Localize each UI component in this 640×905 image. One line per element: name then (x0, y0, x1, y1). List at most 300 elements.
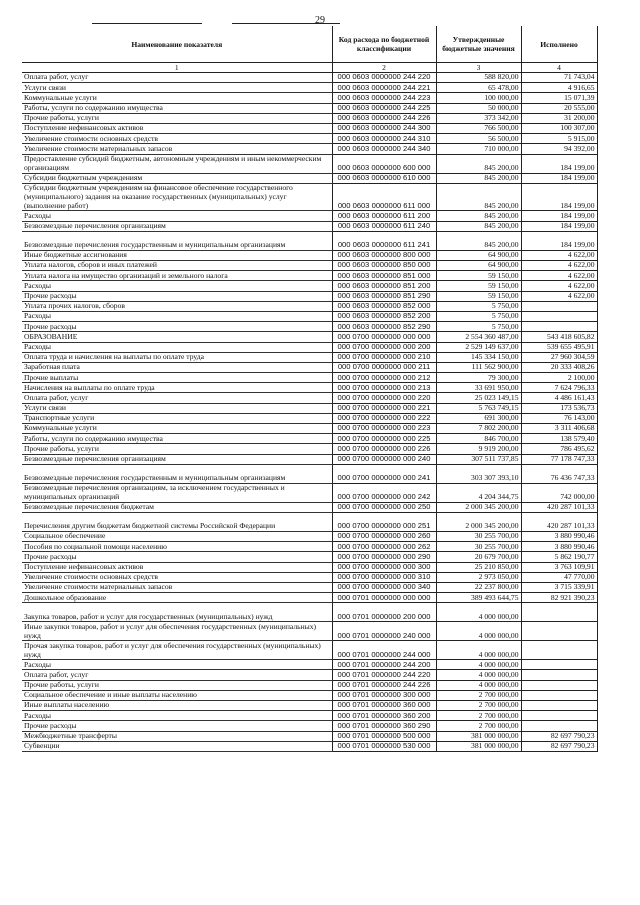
table-row (22, 701, 597, 711)
row-name-cell: Услуги связи (22, 403, 332, 413)
row-code-cell: 000 0700 0000000 000 222 (332, 413, 436, 423)
table-row (22, 721, 597, 731)
col-header-name: Наименование показателя (22, 26, 332, 63)
row-approved-value: 50 000,00 (436, 103, 521, 113)
row-executed-value: 15 071,39 (521, 93, 597, 103)
row-approved-value: 30 255 700,00 (436, 542, 521, 552)
row-approved-value: 111 562 900,00 (436, 362, 521, 372)
table-row (22, 221, 597, 231)
row-code-cell: 000 0700 0000000 000 200 (332, 342, 436, 352)
row-executed-value: 184 199,00 (521, 183, 597, 211)
row-code-cell: 000 0700 0000000 000 210 (332, 352, 436, 362)
row-approved-value: 845 200,00 (436, 183, 521, 211)
row-code-cell: 000 0701 0000000 244 000 (332, 641, 436, 660)
row-approved-value: 381 000 000,00 (436, 741, 521, 751)
table-row (22, 464, 597, 483)
page-number: 29 (315, 15, 325, 26)
row-name-cell: Коммунальные услуги (22, 93, 332, 103)
row-executed-value: 2 100,00 (521, 373, 597, 383)
row-name-cell: Социальное обеспечение и иные выплаты населению (22, 690, 332, 700)
row-executed-value: 4 622,00 (521, 281, 597, 291)
table-row (22, 562, 597, 572)
row-code-cell: 000 0700 0000000 000 290 (332, 552, 436, 562)
row-name-cell: Закупка товаров, работ и услуг для государственных (муниципальных) нужд (22, 603, 332, 622)
row-name-cell: Межбюджетные трансферты (22, 731, 332, 741)
row-code-cell: 000 0701 0000000 500 000 (332, 731, 436, 741)
table-row (22, 690, 597, 700)
row-code-cell: 000 0603 0000000 611 200 (332, 211, 436, 221)
row-code-cell: 000 0603 0000000 244 223 (332, 93, 436, 103)
row-name-cell: Иные бюджетные ассигнования (22, 250, 332, 260)
row-name-cell: Прочая закупка товаров, работ и услуг для обеспечения государственных (муниципальных) нужд (22, 641, 332, 660)
column-number-row (22, 63, 597, 73)
row-name-cell: Уплата налога на имущество организаций и земельного налога (22, 271, 332, 281)
row-name-cell: Начисления на выплаты по оплате труда (22, 383, 332, 393)
table-row (22, 154, 597, 173)
row-executed-value: 4 622,00 (521, 291, 597, 301)
row-executed-value (521, 660, 597, 670)
table-row (22, 454, 597, 464)
row-approved-value: 373 342,00 (436, 113, 521, 123)
row-approved-value: 5 750,00 (436, 322, 521, 332)
row-name-cell: Работы, услуги по содержанию имущества (22, 434, 332, 444)
row-executed-value: 4 622,00 (521, 271, 597, 281)
row-executed-value: 76 143,00 (521, 413, 597, 423)
table-row (22, 183, 597, 211)
table-row (22, 250, 597, 260)
row-name-cell: Прочие расходы (22, 291, 332, 301)
table-row (22, 134, 597, 144)
expenditure-table (22, 26, 598, 752)
row-executed-value: 184 199,00 (521, 173, 597, 183)
row-executed-value: 420 287 101,33 (521, 502, 597, 512)
row-code-cell: 000 0603 0000000 611 000 (332, 183, 436, 211)
row-executed-value: 4 486 161,43 (521, 393, 597, 403)
table-row (22, 593, 597, 603)
table-row (22, 393, 597, 403)
row-code-cell: 000 0701 0000000 200 000 (332, 603, 436, 622)
table-row (22, 311, 597, 321)
row-name-cell: ОБРАЗОВАНИЕ (22, 332, 332, 342)
row-code-cell: 000 0700 0000000 000 212 (332, 373, 436, 383)
table-row (22, 113, 597, 123)
table-row (22, 582, 597, 592)
row-executed-value: 82 697 790,23 (521, 741, 597, 751)
row-approved-value: 2 554 360 487,00 (436, 332, 521, 342)
row-approved-value: 588 820,00 (436, 73, 521, 83)
row-name-cell: Оплата труда и начисления на выплаты по оплате труда (22, 352, 332, 362)
row-code-cell: 000 0701 0000000 360 200 (332, 711, 436, 721)
table-row (22, 434, 597, 444)
row-approved-value: 307 511 737,85 (436, 454, 521, 464)
row-executed-value (521, 680, 597, 690)
row-code-cell: 000 0700 0000000 000 240 (332, 454, 436, 464)
row-approved-value: 145 334 150,00 (436, 352, 521, 362)
row-code-cell: 000 0603 0000000 244 340 (332, 144, 436, 154)
row-executed-value: 20 333 408,26 (521, 362, 597, 372)
row-code-cell: 000 0603 0000000 611 241 (332, 231, 436, 250)
row-name-cell: Оплата работ, услуг (22, 73, 332, 83)
row-approved-value: 389 493 644,75 (436, 593, 521, 603)
row-code-cell: 000 0603 0000000 800 000 (332, 250, 436, 260)
row-code-cell: 000 0700 0000000 000 340 (332, 582, 436, 592)
table-row (22, 403, 597, 413)
table-row (22, 373, 597, 383)
row-approved-value: 303 307 393,10 (436, 464, 521, 483)
row-code-cell: 000 0700 0000000 000 251 (332, 512, 436, 531)
row-approved-value: 4 000 000,00 (436, 603, 521, 622)
table-body (22, 73, 597, 752)
row-code-cell: 000 0701 0000000 530 000 (332, 741, 436, 751)
table-row (22, 301, 597, 311)
row-approved-value: 64 900,00 (436, 250, 521, 260)
table-row (22, 322, 597, 332)
table-row (22, 123, 597, 133)
row-name-cell: Прочие работы, услуги (22, 680, 332, 690)
row-code-cell: 000 0603 0000000 244 225 (332, 103, 436, 113)
row-executed-value: 742 000,00 (521, 483, 597, 502)
row-executed-value (521, 622, 597, 641)
row-executed-value: 539 655 495,91 (521, 342, 597, 352)
row-approved-value: 2 700 000,00 (436, 690, 521, 700)
row-executed-value: 82 921 390,23 (521, 593, 597, 603)
row-executed-value: 4 622,00 (521, 261, 597, 271)
row-approved-value: 9 919 200,00 (436, 444, 521, 454)
row-executed-value: 3 715 339,91 (521, 582, 597, 592)
row-code-cell: 000 0603 0000000 244 310 (332, 134, 436, 144)
table-row (22, 211, 597, 221)
table-row (22, 424, 597, 434)
row-code-cell: 000 0700 0000000 000 242 (332, 483, 436, 502)
row-approved-value: 691 300,00 (436, 413, 521, 423)
row-executed-value: 3 763 109,91 (521, 562, 597, 572)
table-row (22, 231, 597, 250)
row-code-cell: 000 0603 0000000 244 221 (332, 83, 436, 93)
row-code-cell: 000 0603 0000000 244 220 (332, 73, 436, 83)
table-row (22, 731, 597, 741)
row-approved-value: 79 300,00 (436, 373, 521, 383)
row-code-cell: 000 0700 0000000 000 213 (332, 383, 436, 393)
header-rule-right (232, 23, 340, 24)
row-name-cell: Прочие расходы (22, 322, 332, 332)
row-name-cell: Прочие выплаты (22, 373, 332, 383)
row-approved-value: 766 500,00 (436, 123, 521, 133)
row-approved-value: 25 210 850,00 (436, 562, 521, 572)
row-code-cell: 000 0700 0000000 000 300 (332, 562, 436, 572)
row-code-cell: 000 0603 0000000 852 000 (332, 301, 436, 311)
row-executed-value: 173 536,73 (521, 403, 597, 413)
row-executed-value (521, 670, 597, 680)
table-row (22, 622, 597, 641)
row-name-cell: Иные закупки товаров, работ и услуг для обеспечения государственных (муниципальных) нужд (22, 622, 332, 641)
row-name-cell: Субсидии бюджетным учреждениям (22, 173, 332, 183)
row-approved-value: 7 802 200,00 (436, 424, 521, 434)
row-name-cell: Дошкольное образование (22, 593, 332, 603)
row-approved-value: 4 000 000,00 (436, 622, 521, 641)
row-name-cell: Расходы (22, 660, 332, 670)
row-code-cell: 000 0700 0000000 000 310 (332, 572, 436, 582)
row-code-cell: 000 0700 0000000 000 241 (332, 464, 436, 483)
row-code-cell: 000 0700 0000000 000 223 (332, 424, 436, 434)
row-name-cell: Социальное обеспечение (22, 531, 332, 541)
row-name-cell: Поступление нефинансовых активов (22, 123, 332, 133)
row-approved-value: 64 900,00 (436, 261, 521, 271)
row-code-cell: 000 0700 0000000 000 226 (332, 444, 436, 454)
row-name-cell: Пособия по социальной помощи населению (22, 542, 332, 552)
row-code-cell: 000 0603 0000000 600 000 (332, 154, 436, 173)
table-row (22, 680, 597, 690)
row-approved-value: 33 691 950,00 (436, 383, 521, 393)
table-row (22, 271, 597, 281)
row-name-cell: Увеличение стоимости материальных запасов (22, 582, 332, 592)
row-executed-value: 184 199,00 (521, 221, 597, 231)
row-name-cell: Безвозмездные перечисления организациям (22, 221, 332, 231)
row-approved-value: 845 200,00 (436, 221, 521, 231)
row-approved-value: 2 700 000,00 (436, 721, 521, 731)
row-executed-value (521, 690, 597, 700)
row-name-cell: Прочие работы, услуги (22, 113, 332, 123)
table-row (22, 332, 597, 342)
table-row (22, 83, 597, 93)
row-executed-value: 5 862 190,77 (521, 552, 597, 562)
row-approved-value: 4 204 344,75 (436, 483, 521, 502)
row-approved-value: 4 000 000,00 (436, 670, 521, 680)
row-approved-value: 65 478,00 (436, 83, 521, 93)
table-row (22, 502, 597, 512)
row-approved-value: 2 000 345 200,00 (436, 512, 521, 531)
table-row (22, 711, 597, 721)
row-code-cell: 000 0603 0000000 851 200 (332, 281, 436, 291)
row-executed-value (521, 721, 597, 731)
row-approved-value: 30 255 700,00 (436, 531, 521, 541)
row-approved-value: 845 200,00 (436, 211, 521, 221)
row-name-cell: Уплата налогов, сборов и иных платежей (22, 261, 332, 271)
row-executed-value: 786 495,62 (521, 444, 597, 454)
row-name-cell: Прочие работы, услуги (22, 444, 332, 454)
row-approved-value: 2 529 149 637,00 (436, 342, 521, 352)
row-name-cell: Безвозмездные перечисления государственным и муниципальным организациям (22, 464, 332, 483)
row-executed-value: 82 697 790,23 (521, 731, 597, 741)
row-name-cell: Прочие расходы (22, 721, 332, 731)
table-row (22, 413, 597, 423)
table-row (22, 73, 597, 83)
row-code-cell: 000 0603 0000000 244 226 (332, 113, 436, 123)
row-code-cell: 000 0700 0000000 000 221 (332, 403, 436, 413)
row-name-cell: Транспортные услуги (22, 413, 332, 423)
row-approved-value: 59 150,00 (436, 281, 521, 291)
row-executed-value (521, 301, 597, 311)
row-executed-value (521, 322, 597, 332)
row-approved-value: 20 679 700,00 (436, 552, 521, 562)
col-number: 4 (521, 63, 597, 73)
row-executed-value: 184 199,00 (521, 231, 597, 250)
row-executed-value: 4 622,00 (521, 250, 597, 260)
table-row (22, 512, 597, 531)
row-executed-value: 184 199,00 (521, 211, 597, 221)
row-approved-value: 381 000 000,00 (436, 731, 521, 741)
row-code-cell: 000 0701 0000000 244 220 (332, 670, 436, 680)
row-name-cell: Увеличение стоимости материальных запасов (22, 144, 332, 154)
row-name-cell: Расходы (22, 311, 332, 321)
table-row (22, 383, 597, 393)
row-approved-value: 56 500,00 (436, 134, 521, 144)
row-approved-value: 59 150,00 (436, 271, 521, 281)
table-row (22, 291, 597, 301)
row-executed-value: 3 311 406,68 (521, 424, 597, 434)
table-row (22, 261, 597, 271)
col-header-executed: Исполнено (521, 26, 597, 63)
row-code-cell: 000 0701 0000000 360 000 (332, 701, 436, 711)
row-code-cell: 000 0603 0000000 244 300 (332, 123, 436, 133)
row-code-cell: 000 0700 0000000 000 250 (332, 502, 436, 512)
row-name-cell: Расходы (22, 711, 332, 721)
row-executed-value: 420 287 101,33 (521, 512, 597, 531)
row-name-cell: Увеличение стоимости основных средств (22, 134, 332, 144)
row-name-cell: Безвозмездные перечисления государственным и муниципальным организациям (22, 231, 332, 250)
row-approved-value: 4 000 000,00 (436, 680, 521, 690)
table-row (22, 552, 597, 562)
row-code-cell: 000 0701 0000000 360 290 (332, 721, 436, 731)
row-code-cell: 000 0603 0000000 610 000 (332, 173, 436, 183)
row-approved-value: 4 000 000,00 (436, 660, 521, 670)
row-approved-value: 59 150,00 (436, 291, 521, 301)
row-executed-value: 77 178 747,33 (521, 454, 597, 464)
row-code-cell: 000 0701 0000000 000 000 (332, 593, 436, 603)
row-name-cell: Прочие расходы (22, 552, 332, 562)
row-name-cell: Расходы (22, 342, 332, 352)
header-rule-left (92, 23, 202, 24)
row-code-cell: 000 0603 0000000 851 000 (332, 271, 436, 281)
row-approved-value: 845 200,00 (436, 231, 521, 250)
row-name-cell: Безвозмездные перечисления организациям, за исключением государственных и муниципальных организаций (22, 483, 332, 502)
row-code-cell: 000 0603 0000000 852 290 (332, 322, 436, 332)
row-code-cell: 000 0701 0000000 244 200 (332, 660, 436, 670)
row-code-cell: 000 0701 0000000 244 226 (332, 680, 436, 690)
table-row (22, 660, 597, 670)
row-approved-value: 846 700,00 (436, 434, 521, 444)
col-number: 3 (436, 63, 521, 73)
row-executed-value (521, 311, 597, 321)
row-name-cell: Безвозмездные перечисления бюджетам (22, 502, 332, 512)
row-approved-value: 5 750,00 (436, 301, 521, 311)
table-row (22, 103, 597, 113)
row-executed-value: 7 624 796,33 (521, 383, 597, 393)
table-row (22, 572, 597, 582)
table-row (22, 281, 597, 291)
row-name-cell: Коммунальные услуги (22, 424, 332, 434)
row-executed-value: 71 743,04 (521, 73, 597, 83)
col-number: 1 (22, 63, 332, 73)
row-name-cell: Заработная плата (22, 362, 332, 372)
table-row (22, 352, 597, 362)
row-executed-value: 20 555,00 (521, 103, 597, 113)
row-code-cell: 000 0701 0000000 240 000 (332, 622, 436, 641)
row-approved-value: 5 750,00 (436, 311, 521, 321)
row-approved-value: 25 023 149,15 (436, 393, 521, 403)
row-executed-value (521, 603, 597, 622)
row-executed-value: 4 916,65 (521, 83, 597, 93)
row-executed-value: 47 770,00 (521, 572, 597, 582)
table-row (22, 93, 597, 103)
row-name-cell: Предоставление субсидий бюджетным, автономным учреждениям и иным некоммерческим организациям (22, 154, 332, 173)
row-approved-value: 845 200,00 (436, 154, 521, 173)
table-row (22, 483, 597, 502)
row-executed-value: 94 392,00 (521, 144, 597, 154)
table-row (22, 670, 597, 680)
row-approved-value: 845 200,00 (436, 173, 521, 183)
col-header-code: Код расхода по бюджетной классификации (332, 26, 436, 63)
row-executed-value: 138 579,40 (521, 434, 597, 444)
row-approved-value: 2 700 000,00 (436, 701, 521, 711)
table-header-row (22, 26, 597, 63)
row-executed-value: 3 880 990,46 (521, 542, 597, 552)
row-code-cell: 000 0603 0000000 850 000 (332, 261, 436, 271)
table-row (22, 531, 597, 541)
row-code-cell: 000 0603 0000000 851 290 (332, 291, 436, 301)
table-row (22, 342, 597, 352)
row-code-cell: 000 0603 0000000 852 200 (332, 311, 436, 321)
table-row (22, 603, 597, 622)
row-executed-value: 3 880 990,46 (521, 531, 597, 541)
row-approved-value: 5 763 749,15 (436, 403, 521, 413)
table-row (22, 444, 597, 454)
row-executed-value (521, 641, 597, 660)
row-executed-value (521, 711, 597, 721)
col-number: 2 (332, 63, 436, 73)
row-code-cell: 000 0701 0000000 300 000 (332, 690, 436, 700)
row-executed-value (521, 701, 597, 711)
row-approved-value: 2 973 050,00 (436, 572, 521, 582)
table-row (22, 641, 597, 660)
row-name-cell: Увеличение стоимости основных средств (22, 572, 332, 582)
row-code-cell: 000 0700 0000000 000 000 (332, 332, 436, 342)
row-approved-value: 710 000,00 (436, 144, 521, 154)
row-name-cell: Субвенции (22, 741, 332, 751)
row-executed-value: 76 436 747,33 (521, 464, 597, 483)
row-approved-value: 4 000 000,00 (436, 641, 521, 660)
row-name-cell: Оплата работ, услуг (22, 393, 332, 403)
row-name-cell: Иные выплаты населению (22, 701, 332, 711)
row-name-cell: Безвозмездные перечисления организациям (22, 454, 332, 464)
table-row (22, 741, 597, 751)
row-name-cell: Расходы (22, 281, 332, 291)
row-name-cell: Перечисления другим бюджетам бюджетной системы Российской Федерации (22, 512, 332, 531)
table-row (22, 362, 597, 372)
row-approved-value: 100 000,00 (436, 93, 521, 103)
row-approved-value: 2 000 345 200,00 (436, 502, 521, 512)
row-name-cell: Уплата прочих налогов, сборов (22, 301, 332, 311)
row-executed-value: 27 960 304,59 (521, 352, 597, 362)
table-row (22, 173, 597, 183)
row-approved-value: 2 700 000,00 (436, 711, 521, 721)
row-name-cell: Оплата работ, услуг (22, 670, 332, 680)
row-code-cell: 000 0603 0000000 611 240 (332, 221, 436, 231)
row-executed-value: 184 199,00 (521, 154, 597, 173)
row-code-cell: 000 0700 0000000 000 225 (332, 434, 436, 444)
row-code-cell: 000 0700 0000000 000 260 (332, 531, 436, 541)
row-executed-value: 5 915,00 (521, 134, 597, 144)
row-code-cell: 000 0700 0000000 000 211 (332, 362, 436, 372)
row-executed-value: 31 200,00 (521, 113, 597, 123)
row-name-cell: Поступление нефинансовых активов (22, 562, 332, 572)
row-name-cell: Субсидии бюджетным учреждениям на финансовое обеспечение государственного (муниципального) задания на оказание государственных (муниципальных) услуг (выполнение работ) (22, 183, 332, 211)
row-code-cell: 000 0700 0000000 000 262 (332, 542, 436, 552)
row-name-cell: Услуги связи (22, 83, 332, 93)
col-header-approved: Утвержденные бюджетные значения (436, 26, 521, 63)
table-row (22, 144, 597, 154)
row-name-cell: Работы, услуги по содержанию имущества (22, 103, 332, 113)
row-approved-value: 22 237 800,00 (436, 582, 521, 592)
